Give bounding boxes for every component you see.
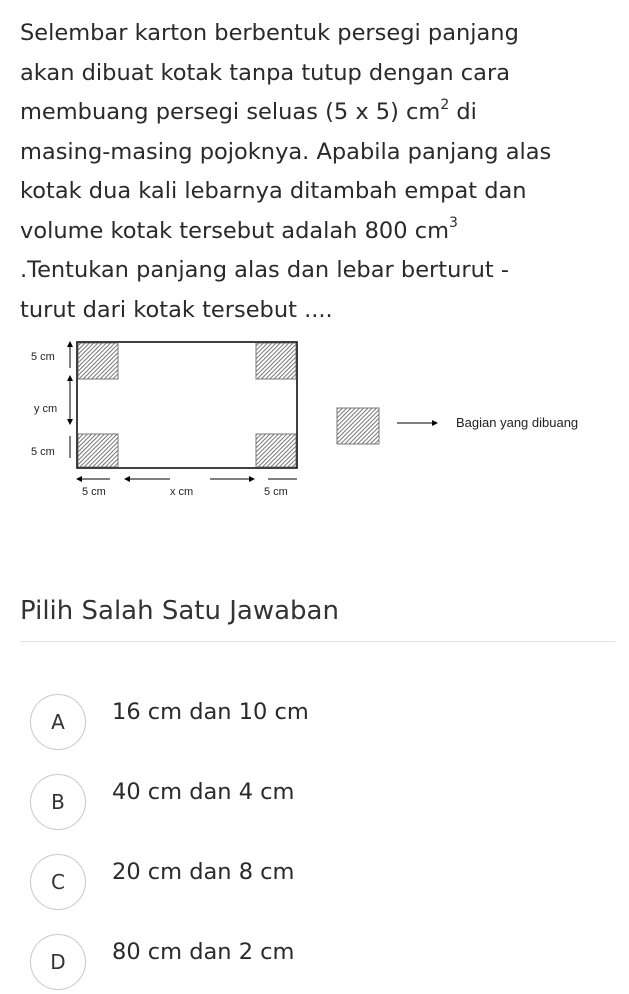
question-text <box>20 14 615 330</box>
exponent: 2 <box>440 96 450 113</box>
dimension-label: x cm <box>170 486 194 498</box>
legend-label: Bagian yang dibuang <box>456 415 579 430</box>
option-text[interactable]: 40 cm dan 4 cm <box>112 779 295 805</box>
legend-hatched-square <box>337 408 379 444</box>
dimension-label: 5 cm <box>31 446 55 458</box>
answer-option-c[interactable] <box>30 854 590 914</box>
section-title: Pilih Salah Satu Jawaban <box>20 596 339 626</box>
answer-option-b[interactable] <box>30 774 590 834</box>
question-line-part: di <box>449 99 477 125</box>
question-line-part: volume kotak tersebut adalah 800 cm <box>20 217 449 244</box>
cut-square-top-left <box>78 343 118 379</box>
exponent: 3 <box>448 215 458 231</box>
question-line: kotak dua kali lebarnya ditambah empat dan <box>20 178 527 204</box>
option-text[interactable]: 16 cm dan 10 cm <box>112 699 309 725</box>
question-line <box>20 212 615 252</box>
question-line: akan dibuat kotak tanpa tutup dengan cara <box>20 59 511 86</box>
cut-square-top-right <box>256 343 296 379</box>
question-line-part: membuang persegi seluas (5 x 5) cm <box>20 99 441 125</box>
dimension-label: 5 cm <box>31 351 55 363</box>
option-text[interactable]: 20 cm dan 8 cm <box>112 859 295 885</box>
option-letter-badge[interactable]: C <box>30 854 86 910</box>
question-line <box>20 93 615 133</box>
option-letter-badge[interactable]: D <box>30 934 86 990</box>
answer-option-a[interactable] <box>30 694 590 754</box>
question-line: turut dari kotak tersebut .... <box>20 296 333 323</box>
option-letter-badge[interactable]: B <box>30 774 86 830</box>
question-line: masing-masing pojoknya. Apabila panjang alas <box>20 138 552 165</box>
question-line: Selembar karton berbentuk persegi panjang <box>20 20 519 46</box>
dimension-label: y cm <box>34 403 58 415</box>
option-text[interactable]: 80 cm dan 2 cm <box>112 939 295 965</box>
question-line: .Tentukan panjang alas dan lebar berturut - <box>20 257 509 283</box>
cut-square-bottom-right <box>256 434 296 467</box>
answer-option-d[interactable] <box>30 934 590 994</box>
divider <box>20 641 615 642</box>
option-letter-badge[interactable]: A <box>30 694 86 750</box>
dimension-label: 5 cm <box>264 486 288 498</box>
cardboard-diagram <box>0 330 629 505</box>
cut-square-bottom-left <box>78 434 118 467</box>
dimension-label: 5 cm <box>82 486 106 498</box>
